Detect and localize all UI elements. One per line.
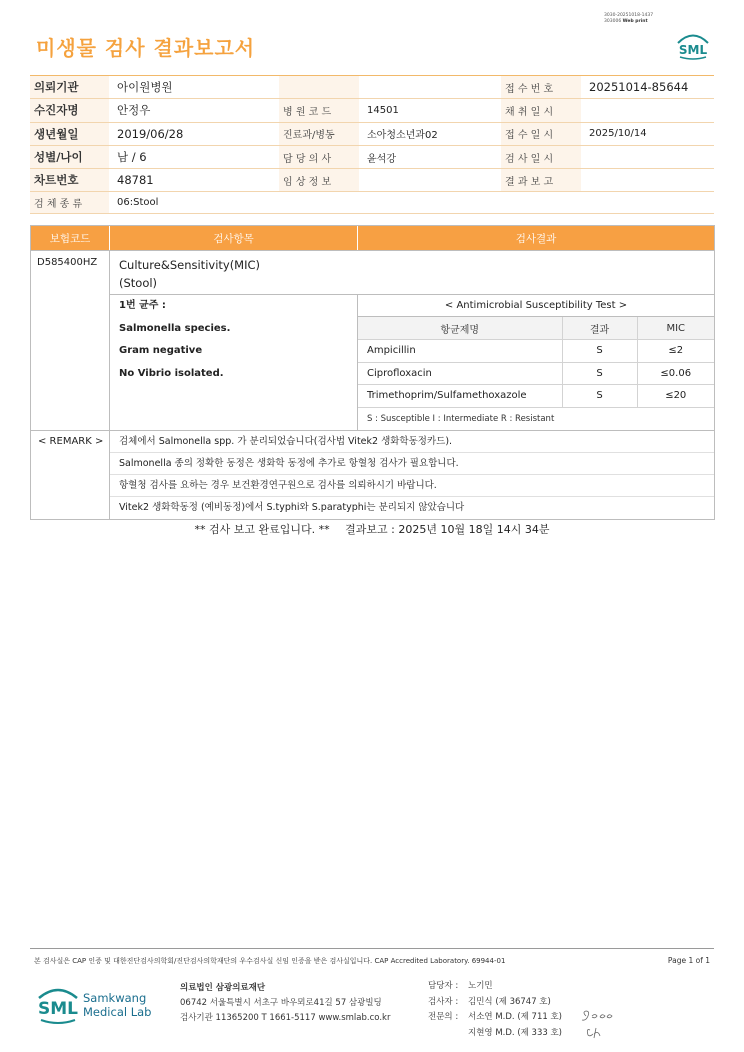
ast-row <box>358 340 714 363</box>
staff-name: 지현영 M.D. (제 333 호) <box>468 1027 563 1038</box>
completion-text: ** 검사 보고 완료입니다. ** <box>194 523 330 536</box>
results-body <box>31 250 714 430</box>
remark-line: 검체에서 Salmonella spp. 가 분리되었습니다(검사법 Vitek2 생화학동정카드). <box>110 431 714 453</box>
patient-info-table <box>30 75 714 214</box>
report-time: 결과보고 : 2025년 10월 18일 14시 34분 <box>345 523 550 536</box>
value-accession-number: 20251014-85644 <box>581 76 714 99</box>
label-sex-age: 성별/나이 <box>30 145 109 168</box>
ast-col-mic: MIC <box>637 317 714 340</box>
results-table <box>30 225 715 520</box>
label-physician: 담 당 의 사 <box>279 145 359 168</box>
info-row <box>30 169 714 192</box>
sml-logo-text: SML <box>678 43 708 57</box>
ast-drug: Trimethoprim/Sulfamethoxazole <box>358 385 562 408</box>
staff-info <box>428 979 562 1041</box>
sml-logo <box>672 30 714 60</box>
organism-line: No Vibrio isolated. <box>119 367 224 379</box>
page-number: Page 1 of 1 <box>667 956 710 965</box>
ast-table <box>358 317 714 408</box>
staff-role: 전문의 : <box>428 1012 459 1022</box>
ast-title: < Antimicrobial Susceptibility Test > <box>358 295 714 317</box>
ast-row <box>358 362 714 385</box>
certification-text: 본 검사실은 CAP 인증 및 대한진단검사의학회/진단검사의학재단의 우수검사실 신임 인증을 받은 검사실입니다. CAP Accredited Laboratory. 69944-01 <box>34 957 506 965</box>
value-hospital-code: 14501 <box>359 99 501 122</box>
value-requesting-institution: 아이원병원 <box>109 76 279 99</box>
info-row <box>30 145 714 168</box>
staff-row <box>428 1010 562 1026</box>
label-department: 진료과/병동 <box>279 122 359 145</box>
staff-name: 노기민 <box>468 981 493 991</box>
ast-drug: Ciprofloxacin <box>358 362 562 385</box>
organism-line: 1번 균주 : <box>119 300 166 311</box>
samkwang-logo-line2: Medical Lab <box>83 1005 152 1019</box>
ast-col-drug: 항균제명 <box>358 317 562 340</box>
page-title: 미생물 검사 결과보고서 <box>36 36 256 60</box>
staff-role: 검사자 : <box>428 996 459 1007</box>
label-patient-name: 수진자명 <box>30 99 109 122</box>
value-collection-date <box>581 99 714 122</box>
stamp-id: 3030-20251018-1437 <box>604 13 654 18</box>
staff-row <box>428 995 562 1011</box>
value-patient-name: 안정우 <box>109 99 279 122</box>
remark-line: Vitek2 생화학동정 (예비동정)에서 S.typhi와 S.paratyphi는 분리되지 않았습니다 <box>119 502 465 514</box>
organization-name: 의료법인 삼광의료재단 <box>180 983 266 993</box>
header-test-item: 검사항목 <box>110 226 358 250</box>
ast-legend: S : Susceptible I : Intermediate R : Resistant <box>367 413 555 424</box>
value-test-date <box>581 145 714 168</box>
value-department: 소아청소년과02 <box>359 122 501 145</box>
completion-line <box>0 521 744 537</box>
staff-name: 서소연 M.D. (제 711 호) <box>468 1012 563 1022</box>
header-insurance-code: 보험코드 <box>31 226 110 250</box>
ast-drug: Ampicillin <box>358 340 562 363</box>
footer-divider <box>30 948 714 949</box>
staff-role: 담당자 : <box>428 981 459 991</box>
label-hospital-code: 병 원 코 드 <box>279 99 359 122</box>
ast-row <box>358 385 714 408</box>
organization-info <box>180 981 390 1026</box>
ast-result: S <box>562 362 637 385</box>
results-header <box>31 226 714 250</box>
organism-line: Gram negative <box>119 345 203 356</box>
label-specimen-type: 검 체 종 류 <box>30 192 109 214</box>
remark-section <box>31 430 714 520</box>
value-sex-age: 남 / 6 <box>109 145 279 168</box>
label-clinical-info: 임 상 정 보 <box>279 169 359 192</box>
value-chart-number: 48781 <box>109 169 279 192</box>
header-test-result: 검사결과 <box>515 232 557 245</box>
info-row <box>30 99 714 122</box>
label-requesting-institution: 의뢰기관 <box>30 76 109 99</box>
label-chart-number: 차트번호 <box>30 169 109 192</box>
value-physician: 윤석강 <box>359 145 501 168</box>
staff-name: 김민식 (제 36747 호) <box>468 996 551 1007</box>
samkwang-logo <box>36 982 158 1026</box>
staff-row <box>428 1026 562 1042</box>
ast-mic: ≤2 <box>637 340 714 363</box>
label-accession-number: 접 수 번 호 <box>501 76 581 99</box>
organization-address: 06742 서울특별시 서초구 바우뫼로41길 57 삼광빌딩 <box>180 998 382 1008</box>
value-receipt-date: 2025/10/14 <box>581 122 714 145</box>
insurance-code: D585400HZ <box>31 251 110 430</box>
value-clinical-info <box>359 169 501 192</box>
samkwang-logo-line1: Samkwang <box>83 991 147 1005</box>
organization-contact: 검사기관 11365200 T 1661-5117 www.smlab.co.kr <box>180 1013 391 1023</box>
test-name-cell <box>110 251 714 295</box>
remark-line: Salmonella 종의 정확한 동정은 생화학 동정에 추가로 항혈청 검사가 필요합니다. <box>110 453 714 475</box>
info-row <box>30 192 714 214</box>
ast-header-row <box>358 317 714 340</box>
organism-line: Salmonella species. <box>119 322 231 334</box>
info-row <box>30 122 714 145</box>
samkwang-logo-sml: SML <box>38 999 78 1019</box>
ast-panel <box>358 295 714 430</box>
stamp-code: 303006 <box>604 19 622 24</box>
ast-mic: ≤0.06 <box>637 362 714 385</box>
value-result-report <box>581 169 714 192</box>
staff-row <box>428 979 562 995</box>
organism-info <box>110 295 358 430</box>
test-name: Culture&Sensitivity(MIC) <box>119 258 261 272</box>
label-collection-date: 채 취 일 시 <box>501 99 581 122</box>
stamp-web-print: Web print <box>622 19 648 24</box>
label-birth-date: 생년월일 <box>30 122 109 145</box>
info-row <box>30 76 714 99</box>
physician-signature <box>580 1008 620 1042</box>
label-test-date: 검 사 일 시 <box>501 145 581 168</box>
label-result-report: 결 과 보 고 <box>501 169 581 192</box>
value-birth-date: 2019/06/28 <box>109 122 279 145</box>
remark-line: 항혈청 검사를 요하는 경우 보건환경연구원으로 검사를 의뢰하시기 바랍니다. <box>110 475 714 497</box>
label-receipt-date: 접 수 일 시 <box>501 122 581 145</box>
specimen-label: (Stool) <box>119 276 158 290</box>
ast-col-result: 결과 <box>562 317 637 340</box>
print-stamp <box>604 13 694 25</box>
value-specimen-type: 06:Stool <box>109 192 279 214</box>
remark-label: < REMARK > <box>31 431 110 520</box>
ast-result: S <box>562 385 637 408</box>
ast-mic: ≤20 <box>637 385 714 408</box>
ast-result: S <box>562 340 637 363</box>
